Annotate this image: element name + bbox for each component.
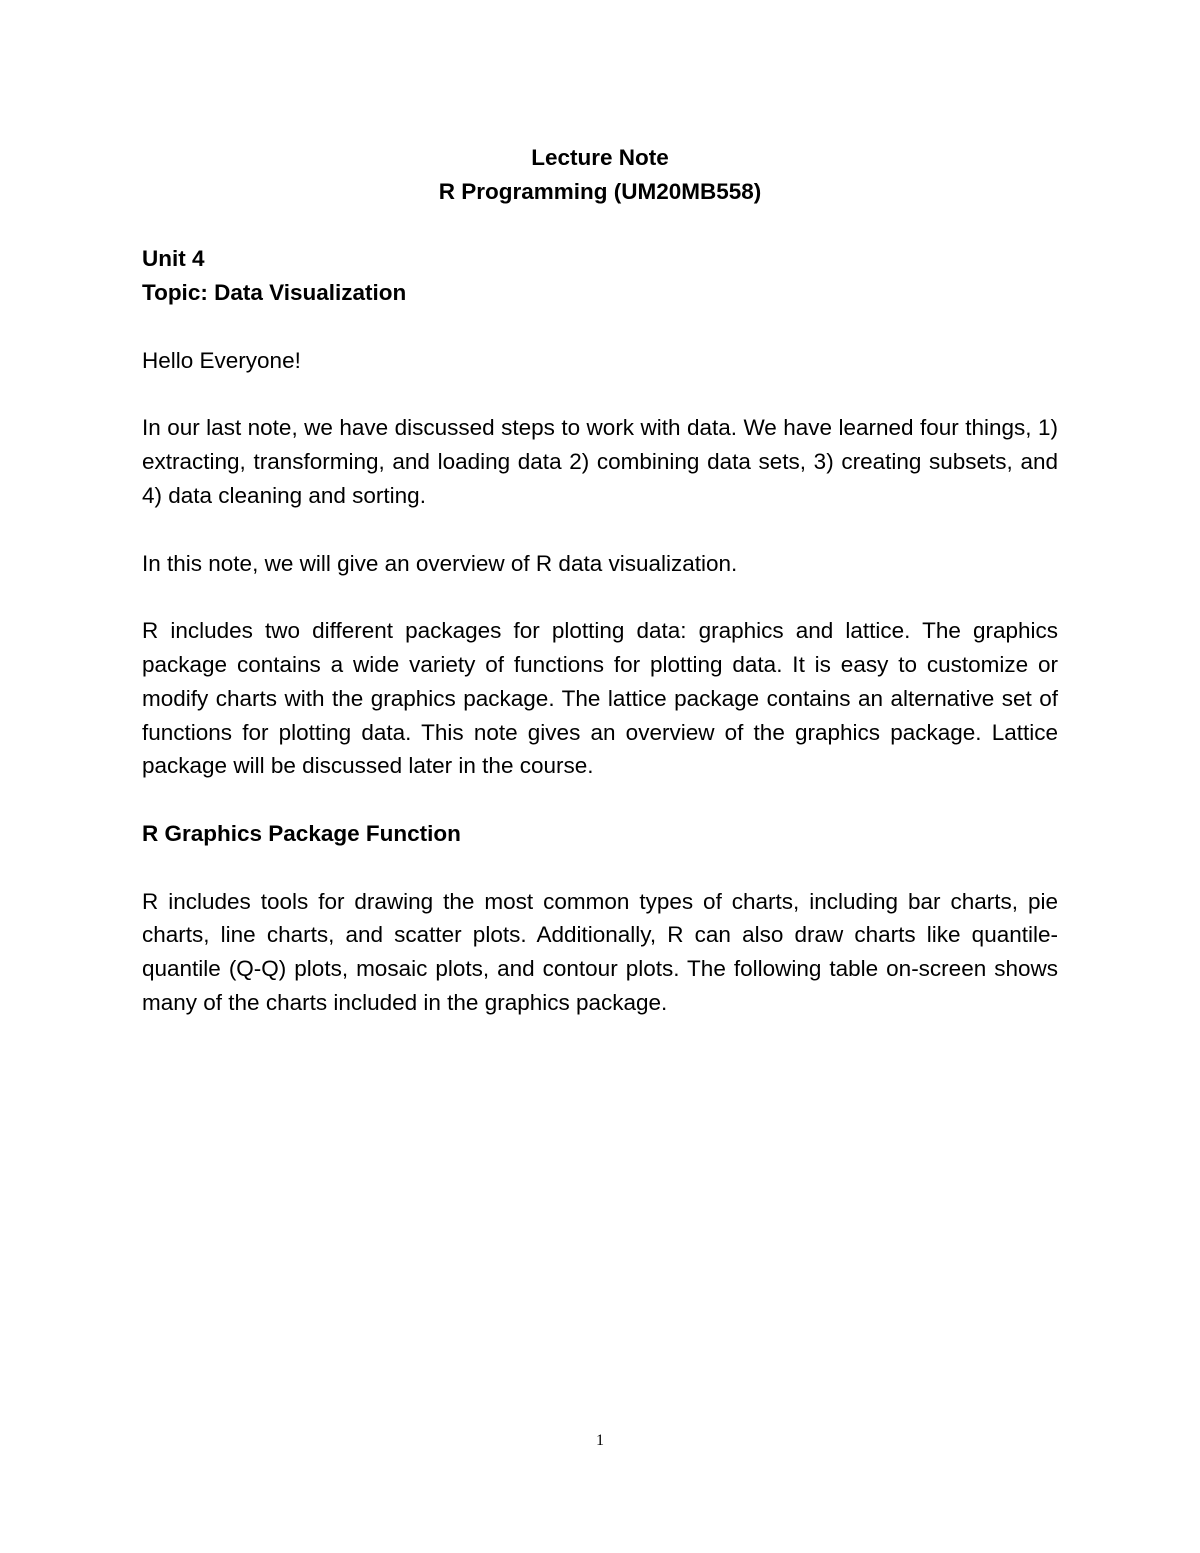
section-heading: R Graphics Package Function [142, 820, 461, 846]
greeting-text: Hello Everyone! [142, 347, 301, 373]
page-number: 1 [596, 1432, 604, 1449]
page-content [142, 141, 1058, 1020]
spacer [142, 209, 1058, 243]
spacer [142, 378, 1058, 412]
spacer [142, 310, 1058, 344]
topic-heading: Topic: Data Visualization [142, 280, 407, 306]
paragraph-chart-types: R includes tools for drawing the most common types of charts, including bar charts, pie charts, line charts, and scatter plots. Additionally, R can also draw charts like quantile-quantile (Q-Q) plots, mosaic plots, and contour plots. The following table on-screen shows many of the charts included in the graphics package. [142, 888, 1058, 1015]
spacer [142, 851, 1058, 885]
course-title: R Programming (UM20MB558) [438, 178, 762, 204]
paragraph-overview: In this note, we will give an overview of R data visualization. [142, 550, 738, 576]
document-title: Lecture Note [531, 145, 669, 170]
paragraph-packages: R includes two different packages for plotting data: graphics and lattice. The graphics package contains a wide variety of functions for plotting data. It is easy to customize or modify charts with the graphics package. The lattice package contains an alternative set of functions for plotting data. This note gives an overview of the graphics package. Lattice package will be discussed later in the course. [142, 618, 1058, 779]
spacer [142, 783, 1058, 817]
paragraph-recap: In our last note, we have discussed steps to work with data. We have learned four things, 1) extracting, transforming, and loading data 2) combining data sets, 3) creating subsets, and 4) data cleaning and sorting. [142, 415, 1058, 508]
spacer [142, 580, 1058, 614]
spacer [142, 513, 1058, 547]
unit-label: Unit 4 [142, 246, 205, 272]
